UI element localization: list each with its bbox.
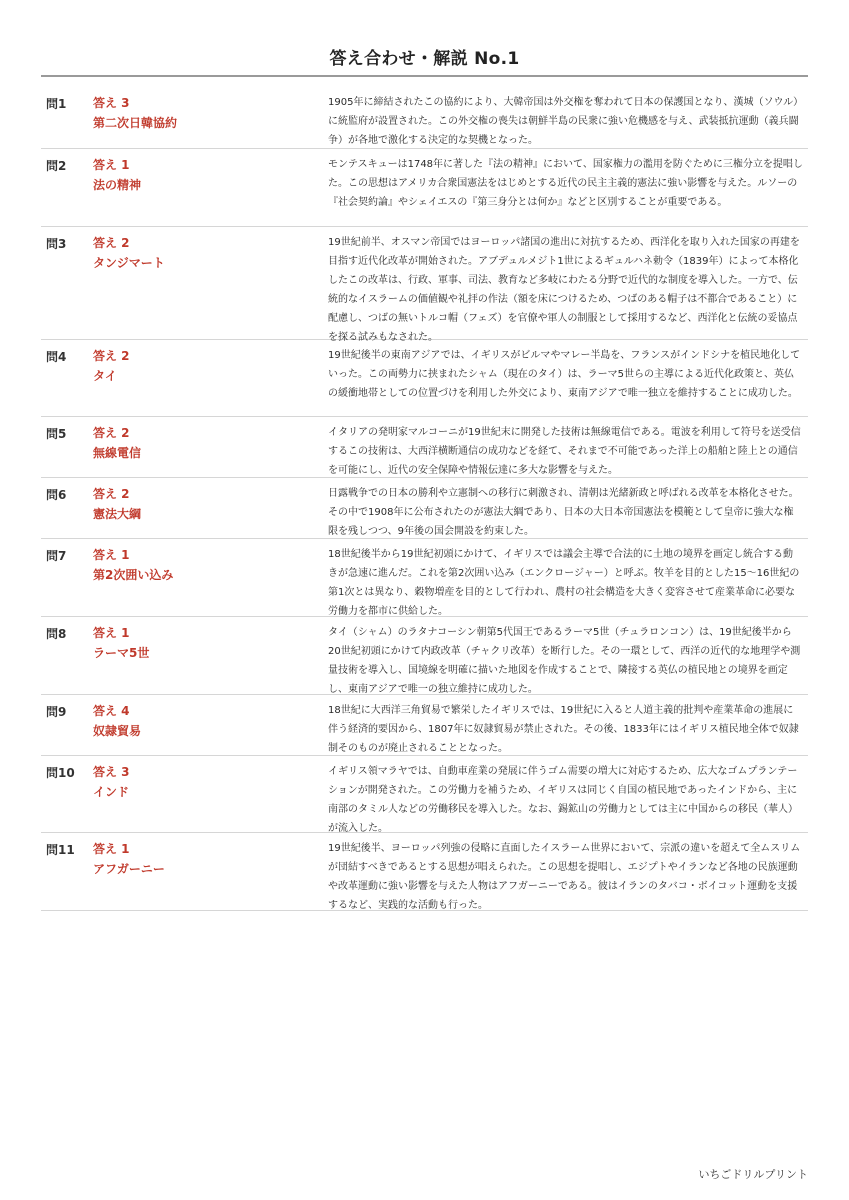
answer-block xyxy=(93,346,313,386)
explanation-text: 19世紀後半、ヨーロッパ列強の侵略に直面したイスラーム世界において、宗派の違いを超えて全ムスリムが団結すべきであるとする思想が唱えられた。この思想を提唱し、エジプトやイランなど各地の民族運動や改革運動に強い影響を与えた人物はアフガーニーである。彼はイランのタバコ・ボイコット運動を支援するなど、実践的な活動も行った。 xyxy=(328,843,801,911)
answer-choice: 答え 2 xyxy=(93,236,130,250)
answer-block xyxy=(93,839,313,879)
answer-row xyxy=(41,833,808,911)
answer-term: タンジマート xyxy=(93,256,165,270)
answer-block xyxy=(93,623,313,663)
answer-term: ラーマ5世 xyxy=(93,646,150,660)
answer-row xyxy=(41,478,808,539)
answer-block xyxy=(93,701,313,741)
question-number: 問1 xyxy=(46,97,67,111)
answer-row xyxy=(41,340,808,417)
answer-row xyxy=(41,756,808,833)
explanation-text: 1905年に締結されたこの協約により、大韓帝国は外交権を奪われて日本の保護国となり、漢城（ソウル）に統監府が設置された。この外交権の喪失は朝鮮半島の民衆に強い危機感を与え、武装抵抗運動（義兵闘争）が各地で激化する決定的な契機となった。 xyxy=(328,97,799,146)
publisher-footer: いちごドリルプリント xyxy=(698,1168,808,1181)
answer-row xyxy=(41,539,808,617)
page-title: 答え合わせ・解説 No.1 xyxy=(329,49,520,69)
answer-term: 奴隷貿易 xyxy=(93,724,142,738)
answer-choice: 答え 1 xyxy=(93,626,130,640)
question-number: 問8 xyxy=(46,627,67,641)
question-number: 問4 xyxy=(46,350,67,364)
explanation-text: 19世紀後半の東南アジアでは、イギリスがビルマやマレー半島を、フランスがインドシナを植民地化していった。この両勢力に挟まれたシャム（現在のタイ）は、ラーマ5世らの主導による近代化政策と、英仏の緩衝地帯としての位置づけを利用した外交により、東南アジアで唯一独立を維持することに成功した。 xyxy=(328,350,801,399)
question-number: 問6 xyxy=(46,488,67,502)
answer-term: インド xyxy=(93,785,130,799)
answer-term: 法の精神 xyxy=(93,178,142,192)
answer-row xyxy=(41,87,808,149)
question-number: 問7 xyxy=(46,549,67,563)
answer-row xyxy=(41,695,808,756)
answer-choice: 答え 1 xyxy=(93,842,130,856)
answer-term: 第2次囲い込み xyxy=(93,568,174,582)
explanation-text: モンテスキューは1748年に著した『法の精神』において、国家権力の濫用を防ぐために三権分立を提唱した。この思想はアメリカ合衆国憲法をはじめとする近代の民主主義的憲法に強い影響を与えた。ルソーの『社会契約論』やシェイエスの『第三身分とは何か』などと区別することが重要である。 xyxy=(328,159,803,208)
question-number: 問11 xyxy=(46,843,75,857)
explanation-text: 18世紀に大西洋三角貿易で繁栄したイギリスでは、19世紀に入ると人道主義的批判や産業革命の進展に伴う経済的要因から、1807年に奴隷貿易が禁止された。その後、1833年にはイギリス植民地全体で奴隷制そのものが廃止されることとなった。 xyxy=(328,705,799,754)
answer-block xyxy=(93,545,313,585)
explanation-text: 19世紀前半、オスマン帝国ではヨーロッパ諸国の進出に対抗するため、西洋化を取り入れた国家の再建を目指す近代化改革が開始された。アブデュルメジト1世によるギュルハネ勅令（1839年）によって本格化したこの改革は、行政、軍事、司法、教育など多岐にわたる分野で近代的な制度を導入した。一方で、伝統的なイスラームの価値観や礼拝の作法（額を床につけるため、つばのある帽子は不都合であること）に配慮し、つばの無いトルコ帽（フェズ）を官僚や軍人の制服として採用するなど、西洋化と伝統の妥協点を探る試みもなされた。 xyxy=(328,237,800,343)
answer-term: 第二次日韓協約 xyxy=(93,116,178,130)
answer-block xyxy=(93,423,313,463)
answer-choice: 答え 3 xyxy=(93,96,130,110)
explanation-text: タイ（シャム）のラタナコーシン朝第5代国王であるラーマ5世（チュラロンコン）は、19世紀後半から20世紀初頭にかけて内政改革（チャクリ改革）を断行した。その一環として、西洋の近代的な地理学や測量技術を導入し、国境線を明確に描いた地図を作成することで、隣接する英仏の植民地との境界を画定し、東南アジアで唯一の独立維持に成功した。 xyxy=(328,627,801,695)
question-number: 問3 xyxy=(46,237,67,251)
explanation-text: 日露戦争での日本の勝利や立憲制への移行に刺激され、清朝は光緒新政と呼ばれる改革を本格化させた。その中で1908年に公布されたのが憲法大綱であり、日本の大日本帝国憲法を模範として皇帝に強大な権限を残しつつ、9年後の国会開設を約束した。 xyxy=(328,488,799,537)
explanation-text: イタリアの発明家マルコーニが19世紀末に開発した技術は無線電信である。電波を利用して符号を送受信するこの技術は、大西洋横断通信の成功などを経て、それまで不可能であった洋上の船舶と陸上との通信を可能にし、近代の安全保障や情報伝達に多大な影響を与えた。 xyxy=(328,427,801,476)
explanation-text: イギリス領マラヤでは、自動車産業の発展に伴うゴム需要の増大に対応するため、広大なゴムプランテーションが開発された。この労働力を補うため、イギリスは同じく自国の植民地であったインドから、主に南部のタミル人などの労働移民を導入した。なお、錫鉱山の労働力としては主に中国からの移民（華人）が流入した。 xyxy=(328,766,798,834)
answer-block xyxy=(93,233,313,273)
question-number: 問5 xyxy=(46,427,67,441)
answer-choice: 答え 4 xyxy=(93,704,130,718)
explanation-text: 18世紀後半から19世紀初頭にかけて、イギリスでは議会主導で合法的に土地の境界を画定し統合する動きが急速に進んだ。これを第2次囲い込み（エンクロージャー）と呼ぶ。牧羊を目的とした15〜16世紀の第1次とは異なり、穀物増産を目的として行われ、農村の社会構造を大きく変容させて産業革命に必要な労働力を都市に供給した。 xyxy=(328,549,800,617)
answer-row xyxy=(41,227,808,343)
question-number: 問2 xyxy=(46,159,67,173)
answer-row xyxy=(41,417,808,478)
answer-term: 無線電信 xyxy=(93,446,142,460)
answer-list xyxy=(41,87,808,911)
title-divider xyxy=(41,75,808,77)
answer-block xyxy=(93,155,313,195)
answer-term: アフガーニー xyxy=(93,862,165,876)
question-number: 問10 xyxy=(46,766,75,780)
answer-row xyxy=(41,617,808,695)
answer-block xyxy=(93,484,313,524)
answer-choice: 答え 2 xyxy=(93,487,130,501)
answer-term: 憲法大綱 xyxy=(93,507,142,521)
question-number: 問9 xyxy=(46,705,67,719)
answer-choice: 答え 1 xyxy=(93,548,130,562)
answer-choice: 答え 3 xyxy=(93,765,130,779)
answer-block xyxy=(93,762,313,802)
answer-choice: 答え 2 xyxy=(93,349,130,363)
answer-term: タイ xyxy=(93,369,117,383)
answer-row xyxy=(41,149,808,227)
answer-choice: 答え 1 xyxy=(93,158,130,172)
answer-choice: 答え 2 xyxy=(93,426,130,440)
answer-block xyxy=(93,93,313,133)
